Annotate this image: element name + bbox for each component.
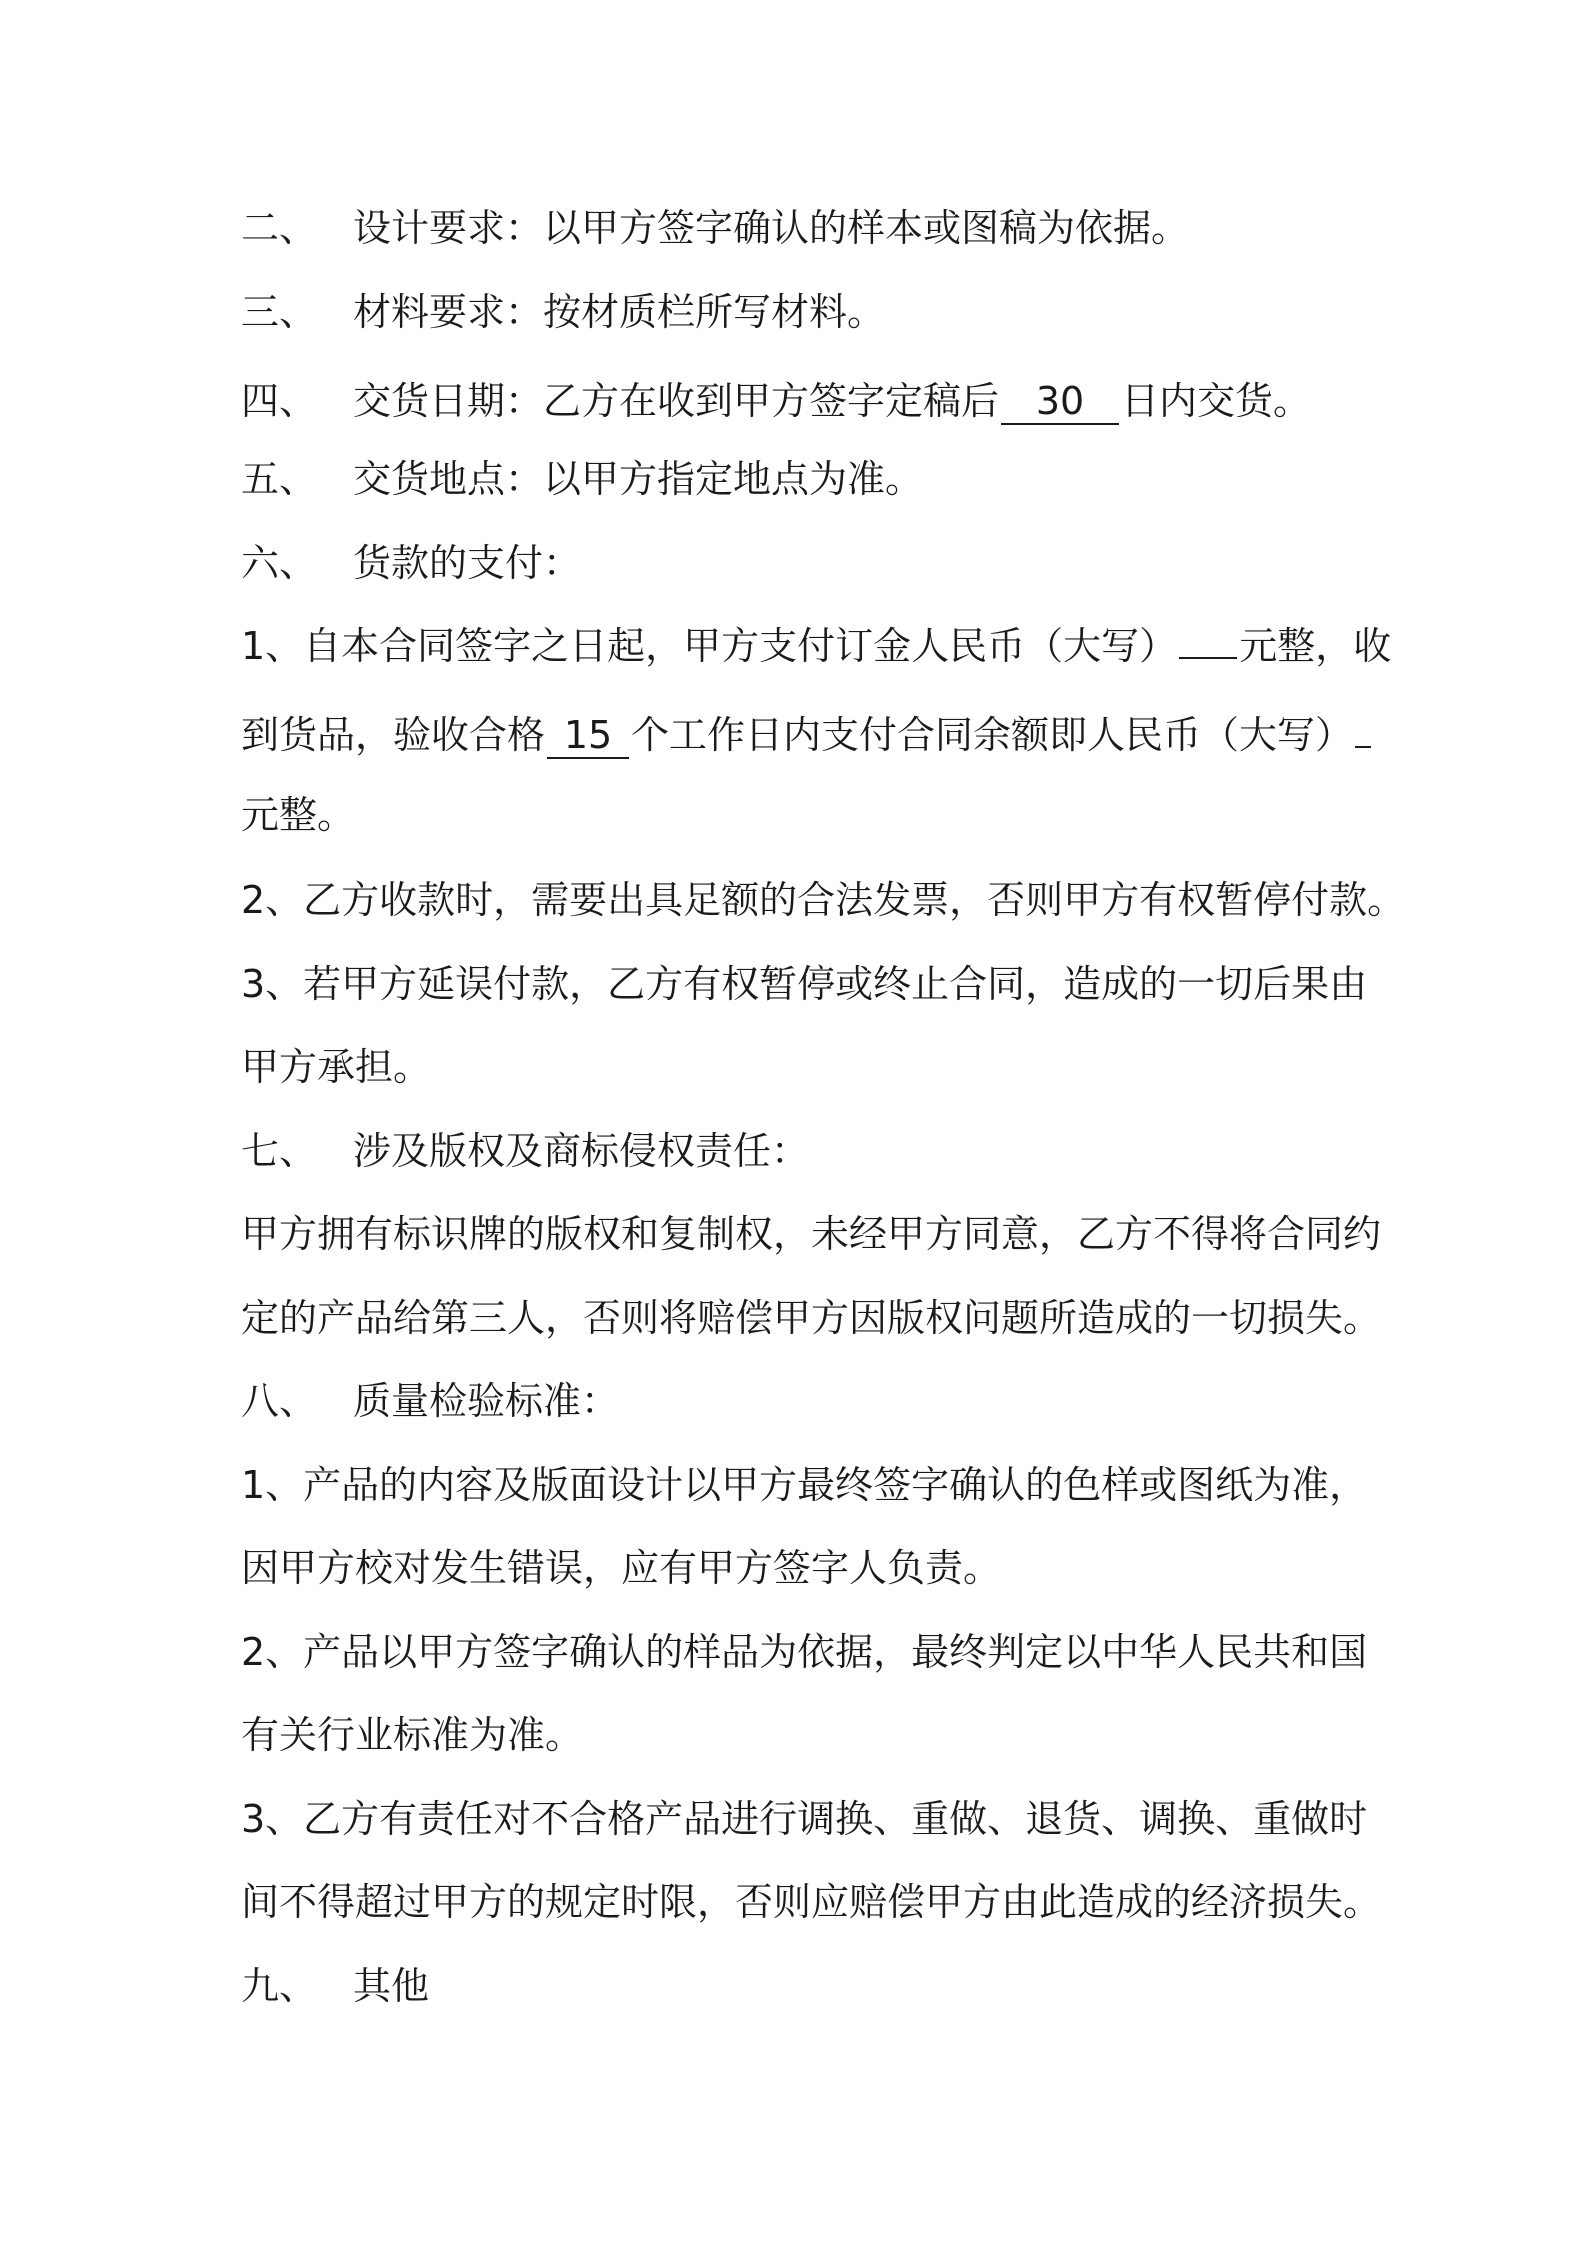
payment-clause-2	[241, 874, 1406, 926]
quality-clause-2-line-2	[241, 1709, 1361, 1761]
section-7-copyright	[241, 1125, 1361, 1177]
paragraph-text: 1、产品的内容及版面设计以甲方最终签字确认的色样或图纸为准，	[241, 1463, 1368, 1507]
section-text: 材料要求：按材质栏所写材料。	[353, 290, 886, 334]
paragraph-text: 元整。	[241, 793, 356, 837]
quality-clause-2-line-1	[241, 1626, 1368, 1678]
section-number: 六、	[241, 541, 318, 585]
paragraph-text: 到货品，验收合格	[241, 713, 546, 757]
section-text-after: 日内交货。	[1121, 379, 1312, 423]
section-2-design-requirements	[241, 202, 1361, 254]
paragraph-text: 1、自本合同签字之日起，甲方支付订金人民币（大写）	[241, 624, 1178, 668]
payment-clause-3-line-2	[241, 1041, 1361, 1093]
section-8-quality	[241, 1375, 1361, 1427]
section-9-other	[241, 1960, 1361, 2012]
section-text: 涉及版权及商标侵权责任：	[353, 1129, 810, 1173]
paragraph-text: 2、乙方收款时，需要出具足额的合法发票，否则甲方有权暂停付款。	[241, 878, 1406, 922]
paragraph-text: 间不得超过甲方的规定时限，否则应赔偿甲方由此造成的经济损失。	[241, 1880, 1382, 1924]
copyright-line-1	[241, 1208, 1382, 1260]
paragraph-text: 甲方拥有标识牌的版权和复制权，未经甲方同意，乙方不得将合同约	[241, 1212, 1382, 1256]
quality-clause-1-line-2	[241, 1542, 1361, 1594]
section-text: 货款的支付：	[353, 541, 582, 585]
section-number: 七、	[241, 1129, 318, 1173]
paragraph-text: 甲方承担。	[241, 1045, 432, 1089]
section-text: 交货地点：以甲方指定地点为准。	[353, 457, 924, 501]
section-6-payment	[241, 537, 1361, 589]
paragraph-text: 元整，收	[1239, 624, 1392, 668]
section-number: 二、	[241, 206, 318, 250]
section-text: 其他	[353, 1964, 430, 2008]
quality-clause-1-line-1	[241, 1459, 1368, 1511]
copyright-line-2	[241, 1292, 1382, 1344]
paragraph-text: 定的产品给第三人，否则将赔偿甲方因版权问题所造成的一切损失。	[241, 1296, 1382, 1340]
paragraph-text: 3、若甲方延误付款，乙方有权暂停或终止合同，造成的一切后果由	[241, 962, 1368, 1006]
payment-clause-1-line-1	[241, 620, 1392, 672]
section-text: 设计要求：以甲方签字确认的样本或图稿为依据。	[353, 206, 1190, 250]
paragraph-text: 因甲方校对发生错误，应有甲方签字人负责。	[241, 1546, 1002, 1590]
section-text: 交货日期：乙方在收到甲方签字定稿后	[353, 379, 1000, 423]
quality-clause-3-line-2	[241, 1876, 1382, 1928]
section-5-delivery-location	[241, 453, 1361, 505]
payment-clause-1-line-2	[241, 709, 1361, 761]
section-number: 五、	[241, 457, 318, 501]
paragraph-text: 3、乙方有责任对不合格产品进行调换、重做、退货、调换、重做时	[241, 1797, 1368, 1841]
section-number: 九、	[241, 1964, 318, 2008]
balance-amount-blank	[1355, 746, 1371, 748]
paragraph-text: 有关行业标准为准。	[241, 1713, 584, 1757]
section-number: 三、	[241, 290, 318, 334]
working-days-blank: 15	[547, 713, 629, 759]
section-number: 八、	[241, 1379, 318, 1423]
payment-clause-1-line-3	[241, 789, 1361, 841]
payment-clause-3-line-1	[241, 958, 1368, 1010]
section-number: 四、	[241, 379, 318, 423]
paragraph-text: 2、产品以甲方签字确认的样品为依据，最终判定以中华人民共和国	[241, 1630, 1368, 1674]
section-4-delivery-date	[241, 375, 1361, 427]
quality-clause-3-line-1	[241, 1793, 1368, 1845]
delivery-days-blank: 30	[1001, 379, 1119, 425]
paragraph-text: 个工作日内支付合同余额即人民币（大写）	[631, 713, 1354, 757]
deposit-amount-blank	[1179, 657, 1237, 659]
section-text: 质量检验标准：	[353, 1379, 620, 1423]
section-3-material-requirements	[241, 286, 1361, 338]
